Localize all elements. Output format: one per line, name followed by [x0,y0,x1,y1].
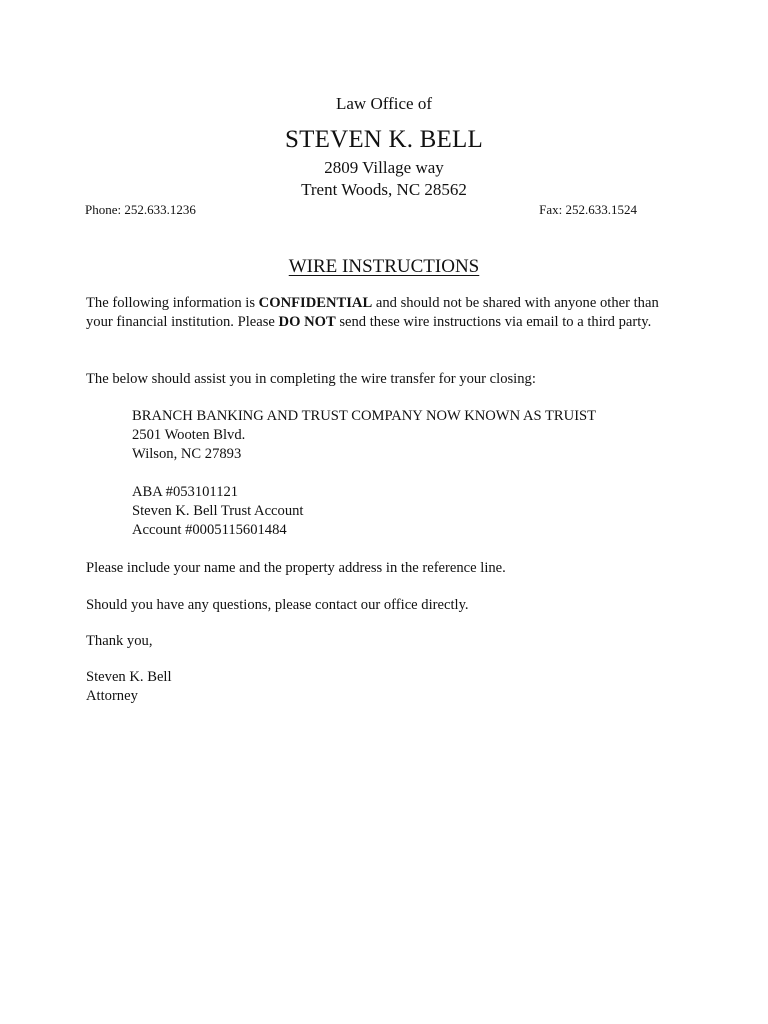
confidential-text-3: send these wire instructions via email to a third party. [335,314,652,330]
bank-street: 2501 Wooten Blvd. [132,427,246,443]
confidential-paragraph [86,294,686,332]
reference-paragraph: Please include your name and the property address in the reference line. [86,560,506,576]
phone-number: Phone: 252.633.1236 [85,202,196,217]
closing-line: Thank you, [86,633,153,649]
bank-city-state-zip: Wilson, NC 27893 [132,446,242,462]
aba-number: ABA #053101121 [132,484,239,500]
intro-paragraph: The below should assist you in completing the wire transfer for your closing: [86,371,536,387]
signature-block [86,668,172,706]
confidential-text-1: The following information is [86,295,259,311]
fax-number: Fax: 252.633.1524 [539,202,637,217]
attorney-name-heading: STEVEN K. BELL [285,126,483,153]
bank-name: BRANCH BANKING AND TRUST COMPANY NOW KNOWN AS TRUIST [132,408,597,424]
signature-name: Steven K. Bell [86,669,172,685]
bank-address-block [132,407,596,464]
questions-paragraph: Should you have any questions, please contact our office directly. [86,597,469,613]
account-name: Steven K. Bell Trust Account [132,503,304,519]
account-details-block [132,483,303,540]
address-line-2: Trent Woods, NC 28562 [301,180,467,199]
confidential-text-2: and should not be shared with anyone other than your financial institution. Please [86,295,659,330]
office-label: Law Office of [336,94,432,113]
signature-role: Attorney [86,688,138,704]
address-line-1: 2809 Village way [324,158,444,177]
document-title: WIRE INSTRUCTIONS [288,256,480,277]
do-not-bold: DO NOT [278,314,336,330]
account-number: Account #0005115601484 [132,522,287,538]
confidential-bold: CONFIDENTIAL [258,295,373,311]
